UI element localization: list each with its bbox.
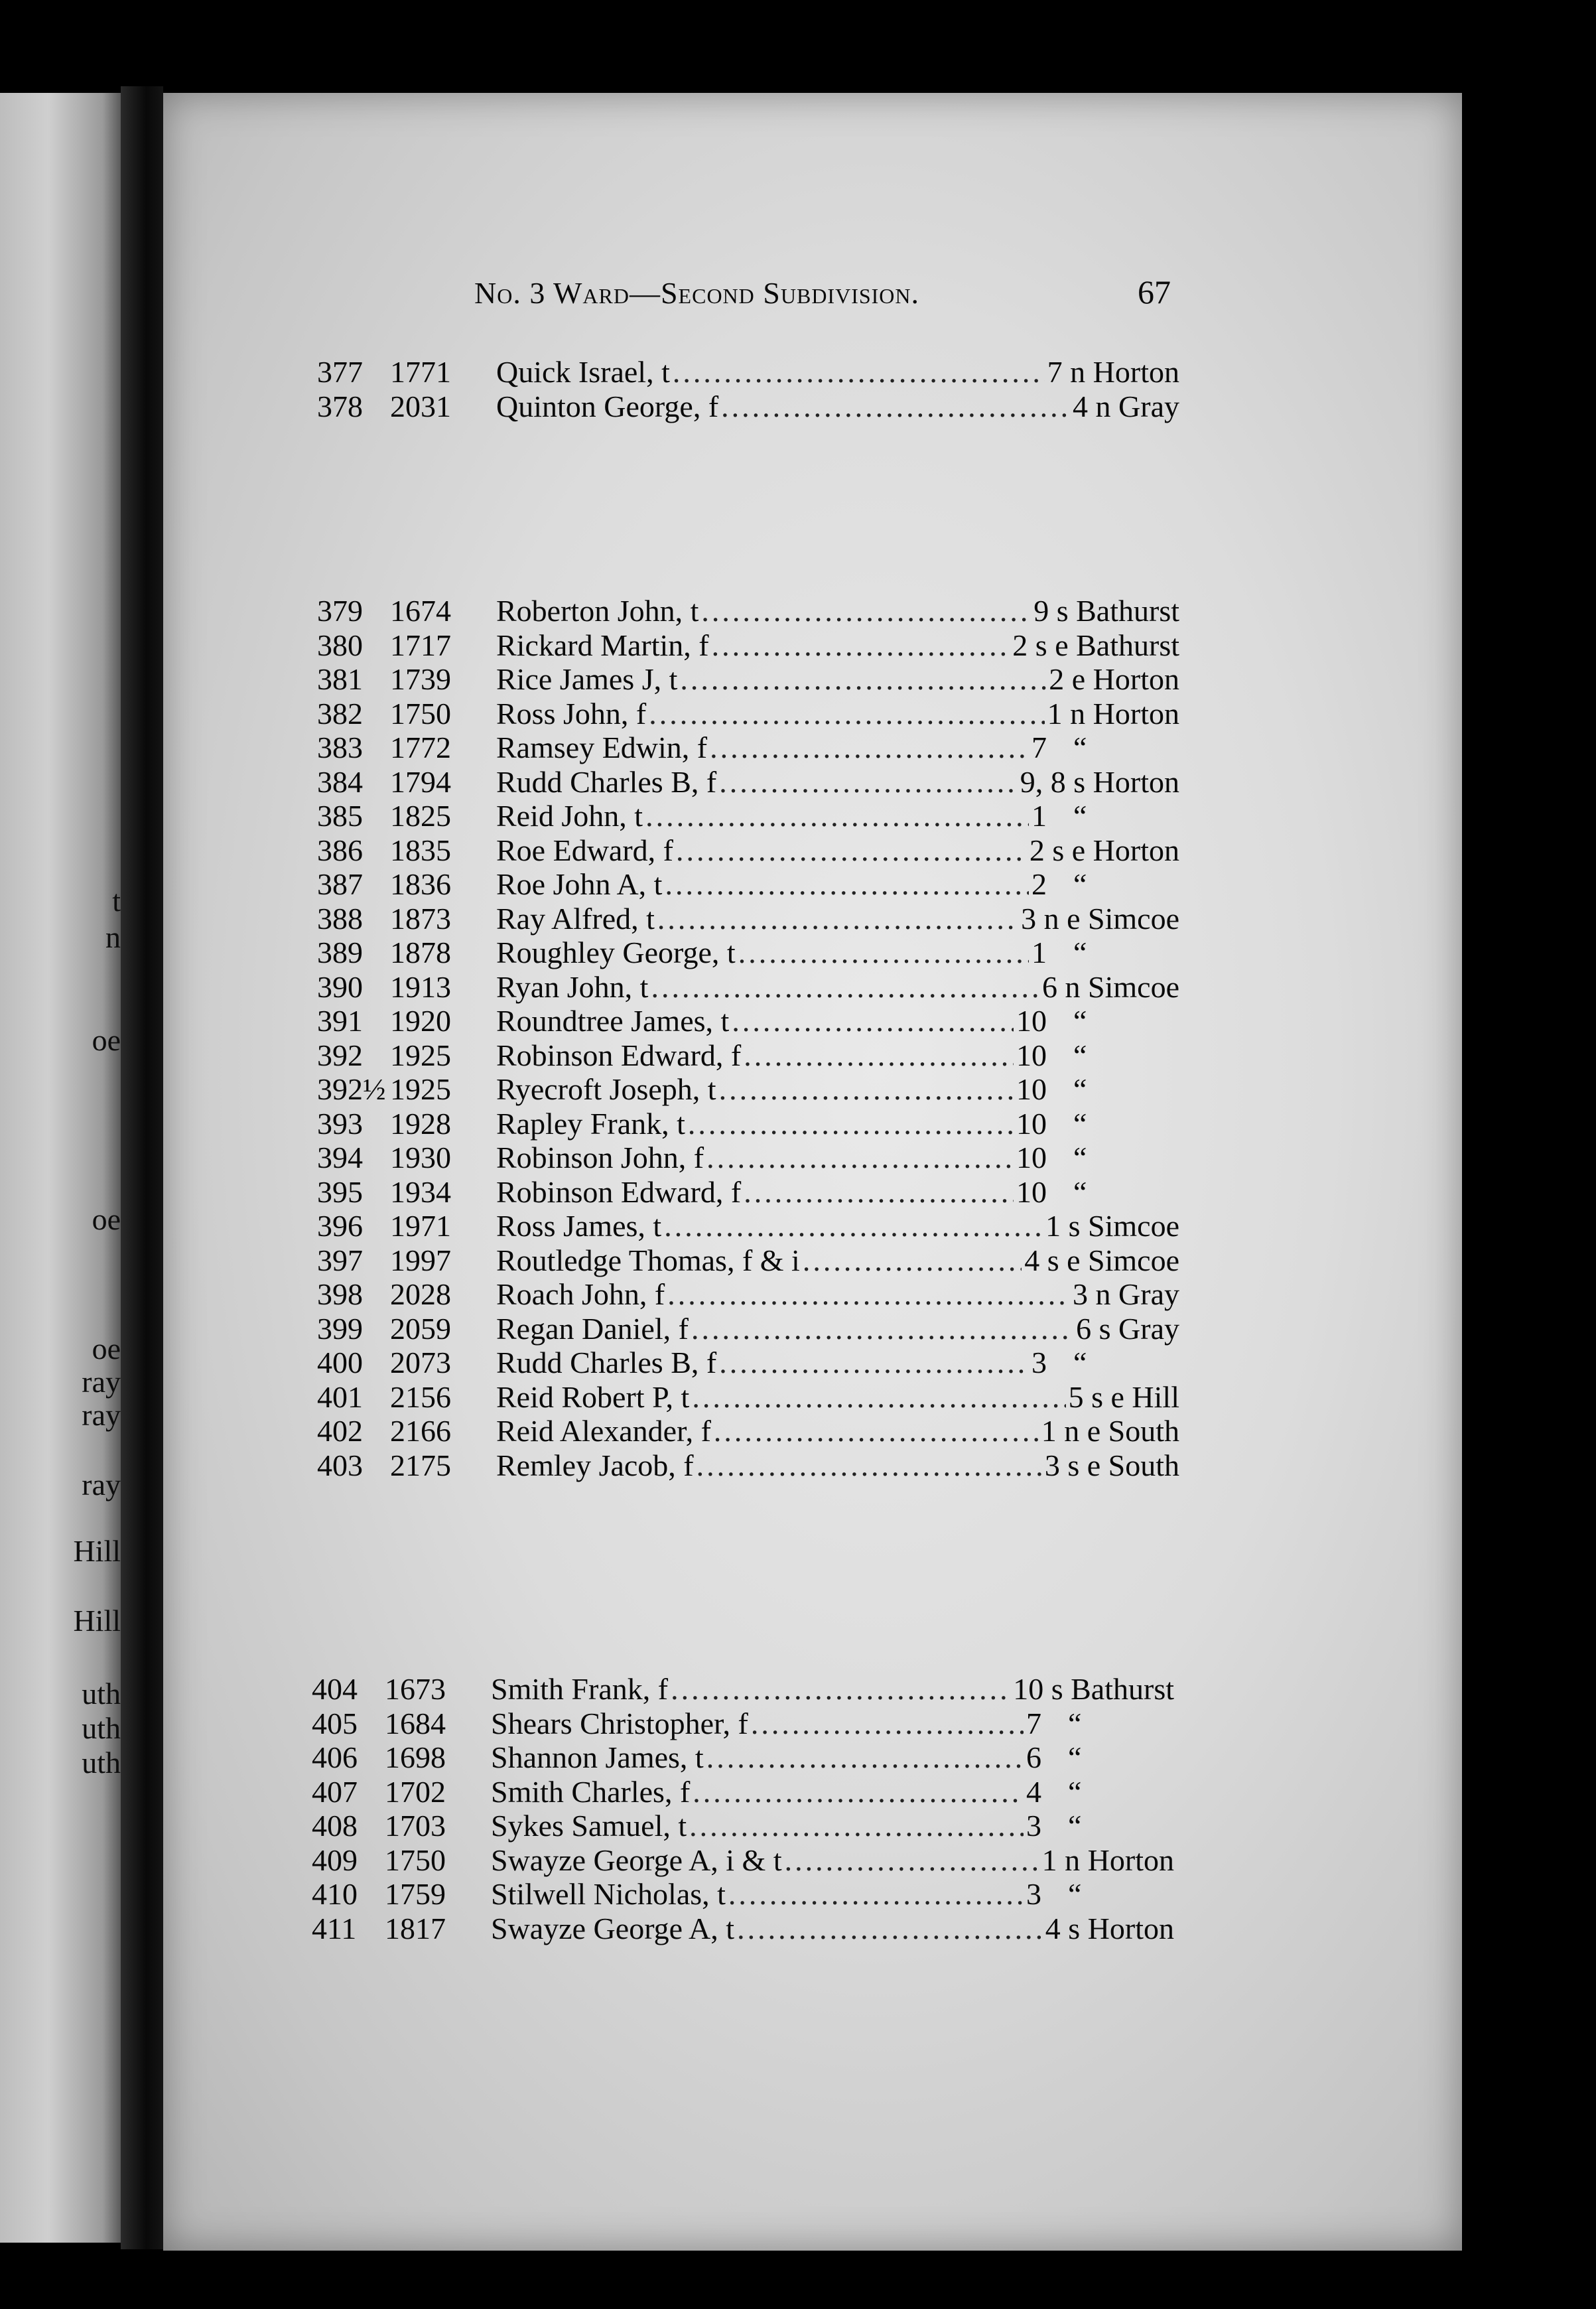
roll-number: 2031 xyxy=(390,389,451,423)
dot-leader xyxy=(732,1004,1014,1038)
list-item xyxy=(317,594,1179,628)
facing-page-fragment: n xyxy=(105,920,121,954)
roll-number: 1925 xyxy=(390,1038,451,1072)
roll-number: 1771 xyxy=(390,355,451,389)
entry-body xyxy=(496,867,1179,902)
roll-number: 1873 xyxy=(390,902,451,936)
location: 9 s Bathurst xyxy=(1033,594,1179,628)
location: 2 s e Horton xyxy=(1029,833,1179,867)
voter-name: Ramsey Edwin, f xyxy=(496,731,708,764)
location: 5 s e Hill xyxy=(1068,1380,1179,1414)
dot-leader xyxy=(706,1740,1024,1775)
voter-name: Quick Israel, t xyxy=(496,355,670,389)
voter-name: Regan Daniel, f xyxy=(496,1312,689,1346)
voter-name: Roundtree James, t xyxy=(496,1004,730,1038)
roll-number: 1759 xyxy=(385,1877,446,1911)
list-item xyxy=(317,1277,1179,1312)
dot-leader xyxy=(738,936,1029,970)
dot-leader xyxy=(645,799,1029,833)
list-item xyxy=(317,731,1179,765)
voter-name: Rudd Charles B, f xyxy=(496,1346,717,1379)
entry-number: 395 xyxy=(317,1175,363,1209)
entry-body xyxy=(496,1448,1179,1483)
entry-body xyxy=(496,1038,1179,1073)
roll-number: 1684 xyxy=(385,1707,446,1740)
location: 10 xyxy=(1016,1175,1047,1209)
roll-number: 1702 xyxy=(385,1775,446,1809)
entry-body xyxy=(496,902,1179,936)
ditto-mark: “ xyxy=(1073,936,1087,969)
entry-body xyxy=(496,731,1179,765)
location: 7 xyxy=(1026,1707,1041,1740)
location: 9, 8 s Horton xyxy=(1020,765,1179,799)
location: 1 xyxy=(1031,799,1047,833)
voter-name: Ryecroft Joseph, t xyxy=(496,1072,716,1106)
dot-leader xyxy=(657,902,1018,936)
list-item xyxy=(317,799,1179,833)
entry-body xyxy=(496,1312,1179,1346)
list-item xyxy=(312,1707,1174,1741)
dot-leader xyxy=(737,1912,1043,1946)
roll-number: 2166 xyxy=(390,1414,451,1448)
roll-number: 1717 xyxy=(390,628,451,662)
ditto-mark: “ xyxy=(1068,1740,1082,1774)
entry-number: 405 xyxy=(312,1707,358,1740)
voter-name: Rudd Charles B, f xyxy=(496,765,717,799)
voter-name: Sykes Samuel, t xyxy=(491,1809,687,1843)
dot-leader xyxy=(671,1672,1010,1707)
list-item xyxy=(317,1107,1179,1141)
list-item xyxy=(312,1877,1174,1912)
roll-number: 2073 xyxy=(390,1346,451,1379)
location: 10 xyxy=(1016,1107,1047,1141)
entry-body xyxy=(496,389,1179,424)
voter-name: Roberton John, t xyxy=(496,594,699,628)
entry-number: 387 xyxy=(317,867,363,901)
facing-page-fragment: oe xyxy=(92,1023,121,1057)
location: 3 xyxy=(1026,1877,1041,1911)
entry-number: 408 xyxy=(312,1809,358,1843)
ditto-mark: “ xyxy=(1073,1038,1087,1072)
entry-body xyxy=(491,1843,1174,1878)
roll-number: 1817 xyxy=(385,1912,446,1945)
voter-name: Reid Alexander, f xyxy=(496,1414,711,1448)
entry-number: 388 xyxy=(317,902,363,936)
entry-number: 381 xyxy=(317,662,363,696)
voter-name: Roach John, f xyxy=(496,1277,665,1311)
location: 10 xyxy=(1016,1072,1047,1106)
entry-number: 396 xyxy=(317,1209,363,1243)
entry-number: 386 xyxy=(317,833,363,867)
roll-number: 1997 xyxy=(390,1243,451,1277)
location: 2 s e Bathurst xyxy=(1012,628,1179,662)
entry-number: 397 xyxy=(317,1243,363,1277)
entry-body xyxy=(496,765,1179,800)
location: 2 e Horton xyxy=(1049,662,1179,696)
list-item xyxy=(312,1672,1174,1707)
entry-number: 384 xyxy=(317,765,363,799)
list-item xyxy=(317,1243,1179,1278)
entry-number: 399 xyxy=(317,1312,363,1346)
roll-number: 1703 xyxy=(385,1809,446,1843)
facing-page-fragment: Hill xyxy=(73,1604,121,1638)
location: 1 s Simcoe xyxy=(1045,1209,1179,1243)
roll-number: 1673 xyxy=(385,1672,446,1706)
voter-name: Rapley Frank, t xyxy=(496,1107,685,1141)
list-item xyxy=(317,355,1179,389)
entry-number: 404 xyxy=(312,1672,358,1706)
entry-number: 402 xyxy=(317,1414,363,1448)
dot-leader xyxy=(744,1175,1014,1210)
location: 3 xyxy=(1031,1346,1047,1379)
ditto-mark: “ xyxy=(1073,867,1087,901)
page-number: 67 xyxy=(1138,273,1171,311)
voter-name: Remley Jacob, f xyxy=(496,1448,694,1482)
roll-number: 2156 xyxy=(390,1380,451,1414)
voter-name: Roe Edward, f xyxy=(496,833,673,867)
entry-number: 392½ xyxy=(317,1072,386,1106)
location: 3 n e Simcoe xyxy=(1021,902,1179,936)
facing-page-fragment: uth xyxy=(82,1711,121,1745)
dot-leader xyxy=(710,731,1029,765)
facing-page-fragment: oe xyxy=(92,1202,121,1236)
voter-name: Shannon James, t xyxy=(491,1740,704,1774)
list-item xyxy=(317,970,1179,1005)
ditto-mark: “ xyxy=(1073,731,1087,764)
ditto-mark: “ xyxy=(1073,1004,1087,1038)
entry-body xyxy=(496,970,1179,1005)
roll-number: 1750 xyxy=(390,697,451,731)
list-item xyxy=(317,1380,1179,1415)
dot-leader xyxy=(714,1414,1039,1448)
voter-name: Smith Charles, f xyxy=(491,1775,691,1809)
entry-body xyxy=(491,1912,1174,1946)
voter-name: Robinson Edward, f xyxy=(496,1038,742,1072)
dot-leader xyxy=(680,662,1046,697)
voter-name: Ross James, t xyxy=(496,1209,662,1243)
dot-leader xyxy=(693,1775,1024,1809)
dot-leader xyxy=(697,1448,1042,1483)
entry-number: 382 xyxy=(317,697,363,731)
facing-page-fragment: oe xyxy=(92,1332,121,1365)
voter-name: Rickard Martin, f xyxy=(496,628,709,662)
dot-leader xyxy=(719,765,1018,800)
dot-leader xyxy=(706,1141,1014,1175)
page-title: No. 3 Ward—Second Subdivision. xyxy=(474,276,920,310)
location: 3 xyxy=(1026,1809,1041,1843)
entry-body xyxy=(496,594,1179,628)
entry-body xyxy=(491,1809,1174,1843)
entry-body xyxy=(491,1775,1174,1809)
dot-leader xyxy=(676,833,1027,868)
location: 2 xyxy=(1031,867,1047,901)
dot-leader xyxy=(728,1877,1024,1912)
list-item xyxy=(317,1448,1179,1483)
roll-number: 1934 xyxy=(390,1175,451,1209)
list-item xyxy=(317,1312,1179,1346)
entry-body xyxy=(496,1414,1179,1448)
entry-body xyxy=(491,1707,1174,1741)
list-item xyxy=(317,1004,1179,1038)
list-item xyxy=(317,1141,1179,1175)
dot-leader xyxy=(664,1209,1043,1243)
dot-leader xyxy=(785,1843,1039,1878)
list-item xyxy=(317,936,1179,970)
dot-leader xyxy=(651,970,1039,1005)
voter-name: Stilwell Nicholas, t xyxy=(491,1877,726,1911)
entry-body xyxy=(496,936,1179,970)
dot-leader xyxy=(667,1277,1070,1312)
list-item xyxy=(312,1809,1174,1843)
facing-page-fragment: ray xyxy=(82,1468,121,1502)
ditto-mark: “ xyxy=(1073,1141,1087,1174)
ditto-mark: “ xyxy=(1073,1346,1087,1379)
entry-body xyxy=(496,1004,1179,1038)
list-item xyxy=(317,867,1179,902)
entry-body xyxy=(496,1175,1179,1210)
entry-number: 407 xyxy=(312,1775,358,1809)
list-item xyxy=(312,1775,1174,1809)
voter-name: Ross John, f xyxy=(496,697,647,731)
roll-number: 1772 xyxy=(390,731,451,764)
dot-leader xyxy=(719,1072,1014,1107)
entry-number: 410 xyxy=(312,1877,358,1911)
entry-body xyxy=(496,1243,1179,1278)
voter-name: Shears Christopher, f xyxy=(491,1707,748,1740)
roll-number: 2175 xyxy=(390,1448,451,1482)
voter-name: Roughley George, t xyxy=(496,936,736,969)
list-item xyxy=(317,1209,1179,1243)
location: 10 xyxy=(1016,1004,1047,1038)
roll-number: 1928 xyxy=(390,1107,451,1141)
dot-leader xyxy=(649,697,1044,731)
voter-name: Rice James J, t xyxy=(496,662,678,696)
location: 4 s Horton xyxy=(1045,1912,1174,1945)
list-item xyxy=(317,697,1179,731)
list-item xyxy=(312,1912,1174,1946)
location: 6 xyxy=(1026,1740,1041,1774)
dot-leader xyxy=(744,1038,1014,1073)
roll-number: 1825 xyxy=(390,799,451,833)
roll-number: 1920 xyxy=(390,1004,451,1038)
entry-body xyxy=(496,1141,1179,1175)
list-item xyxy=(312,1740,1174,1775)
list-item xyxy=(317,833,1179,868)
voter-name: Reid John, t xyxy=(496,799,643,833)
list-item xyxy=(312,1843,1174,1878)
roll-number: 1794 xyxy=(390,765,451,799)
dot-leader xyxy=(665,867,1029,902)
entry-body xyxy=(491,1740,1174,1775)
location: 4 s e Simcoe xyxy=(1024,1243,1179,1277)
voter-name: Roe John A, t xyxy=(496,867,663,901)
entry-number: 391 xyxy=(317,1004,363,1038)
list-item xyxy=(317,1346,1179,1380)
voter-name: Robinson John, f xyxy=(496,1141,704,1174)
roll-number: 1930 xyxy=(390,1141,451,1174)
roll-number: 1913 xyxy=(390,970,451,1004)
entry-body xyxy=(496,799,1179,833)
entry-number: 389 xyxy=(317,936,363,969)
entry-number: 400 xyxy=(317,1346,363,1379)
facing-page-fragment: uth xyxy=(82,1746,121,1780)
roll-number: 1698 xyxy=(385,1740,446,1774)
roll-number: 1674 xyxy=(390,594,451,628)
location: 1 n Horton xyxy=(1041,1843,1174,1877)
roll-number: 2028 xyxy=(390,1277,451,1311)
facing-page-fragment: t xyxy=(112,884,121,918)
list-item xyxy=(317,1038,1179,1073)
dot-leader xyxy=(712,628,1010,663)
roll-number: 1836 xyxy=(390,867,451,901)
entry-body xyxy=(496,1209,1179,1243)
facing-page-fragment: uth xyxy=(82,1677,121,1711)
entry-number: 380 xyxy=(317,628,363,662)
list-item xyxy=(317,1414,1179,1448)
ditto-mark: “ xyxy=(1068,1775,1082,1809)
location: 10 s Bathurst xyxy=(1013,1672,1174,1706)
list-item xyxy=(317,389,1179,424)
dot-leader xyxy=(688,1107,1014,1141)
entry-body xyxy=(496,628,1179,663)
dot-leader xyxy=(751,1707,1024,1741)
ditto-mark: “ xyxy=(1068,1877,1082,1911)
voter-name: Robinson Edward, f xyxy=(496,1175,742,1209)
dot-leader xyxy=(721,389,1070,424)
list-item xyxy=(317,1175,1179,1210)
dot-leader xyxy=(689,1809,1024,1843)
entry-number: 394 xyxy=(317,1141,363,1174)
dot-leader xyxy=(803,1243,1022,1278)
entry-body xyxy=(496,697,1179,731)
voter-name: Quinton George, f xyxy=(496,389,719,423)
entry-number: 378 xyxy=(317,389,363,423)
facing-page-edge xyxy=(0,93,121,2243)
location: 7 n Horton xyxy=(1047,355,1179,389)
ditto-mark: “ xyxy=(1068,1809,1082,1843)
entry-number: 393 xyxy=(317,1107,363,1141)
entry-number: 383 xyxy=(317,731,363,764)
entry-number: 385 xyxy=(317,799,363,833)
ditto-mark: “ xyxy=(1073,1175,1087,1209)
entry-number: 377 xyxy=(317,355,363,389)
entry-number: 398 xyxy=(317,1277,363,1311)
entry-body xyxy=(496,1107,1179,1141)
entry-body xyxy=(496,662,1179,697)
location: 1 n Horton xyxy=(1047,697,1179,731)
roll-number: 2059 xyxy=(390,1312,451,1346)
ditto-mark: “ xyxy=(1073,1107,1087,1141)
running-header xyxy=(474,275,1171,315)
facing-page-fragment: ray xyxy=(82,1365,121,1399)
location: 6 s Gray xyxy=(1076,1312,1179,1346)
entry-body xyxy=(496,1380,1179,1415)
voter-name: Smith Frank, f xyxy=(491,1672,669,1706)
voter-name: Routledge Thomas, f & i xyxy=(496,1243,800,1277)
dot-leader xyxy=(719,1346,1029,1380)
dot-leader xyxy=(692,1380,1065,1415)
roll-number: 1971 xyxy=(390,1209,451,1243)
dot-leader xyxy=(701,594,1031,628)
voter-name: Reid Robert P, t xyxy=(496,1380,690,1414)
book-gutter xyxy=(121,86,163,2249)
ditto-mark: “ xyxy=(1068,1707,1082,1740)
roll-number: 1835 xyxy=(390,833,451,867)
ditto-mark: “ xyxy=(1073,1072,1087,1106)
location: 3 n Gray xyxy=(1073,1277,1179,1311)
location: 4 xyxy=(1026,1775,1041,1809)
entry-number: 403 xyxy=(317,1448,363,1482)
dot-leader xyxy=(673,355,1045,389)
location: 1 n e South xyxy=(1041,1414,1179,1448)
entry-number: 392 xyxy=(317,1038,363,1072)
entry-number: 390 xyxy=(317,970,363,1004)
location: 6 n Simcoe xyxy=(1042,970,1179,1004)
location: 1 xyxy=(1031,936,1047,969)
entry-number: 379 xyxy=(317,594,363,628)
entry-body xyxy=(491,1672,1174,1707)
roll-number: 1739 xyxy=(390,662,451,696)
entry-body xyxy=(491,1877,1174,1912)
entry-body xyxy=(496,1277,1179,1312)
list-item xyxy=(317,902,1179,936)
entry-body xyxy=(496,833,1179,868)
voter-name: Swayze George A, t xyxy=(491,1912,735,1945)
location: 10 xyxy=(1016,1038,1047,1072)
dot-leader xyxy=(691,1312,1073,1346)
list-item xyxy=(317,765,1179,800)
entry-number: 411 xyxy=(312,1912,357,1945)
facing-page-fragment: ray xyxy=(82,1398,121,1432)
location: 7 xyxy=(1031,731,1047,764)
voter-name: Ryan John, t xyxy=(496,970,649,1004)
location: 10 xyxy=(1016,1141,1047,1174)
location: 4 n Gray xyxy=(1073,389,1179,423)
voter-name: Ray Alfred, t xyxy=(496,902,655,936)
voter-name: Swayze George A, i & t xyxy=(491,1843,782,1877)
entry-body xyxy=(496,1346,1179,1380)
entry-number: 409 xyxy=(312,1843,358,1877)
entry-body xyxy=(496,1072,1179,1107)
location: 3 s e South xyxy=(1044,1448,1179,1482)
list-item xyxy=(317,1072,1179,1107)
entry-body xyxy=(496,355,1179,389)
roll-number: 1878 xyxy=(390,936,451,969)
roll-number: 1925 xyxy=(390,1072,451,1106)
entry-number: 406 xyxy=(312,1740,358,1774)
entry-number: 401 xyxy=(317,1380,363,1414)
list-item xyxy=(317,662,1179,697)
ditto-mark: “ xyxy=(1073,799,1087,833)
list-item xyxy=(317,628,1179,663)
facing-page-fragment: Hill xyxy=(73,1534,121,1568)
roll-number: 1750 xyxy=(385,1843,446,1877)
